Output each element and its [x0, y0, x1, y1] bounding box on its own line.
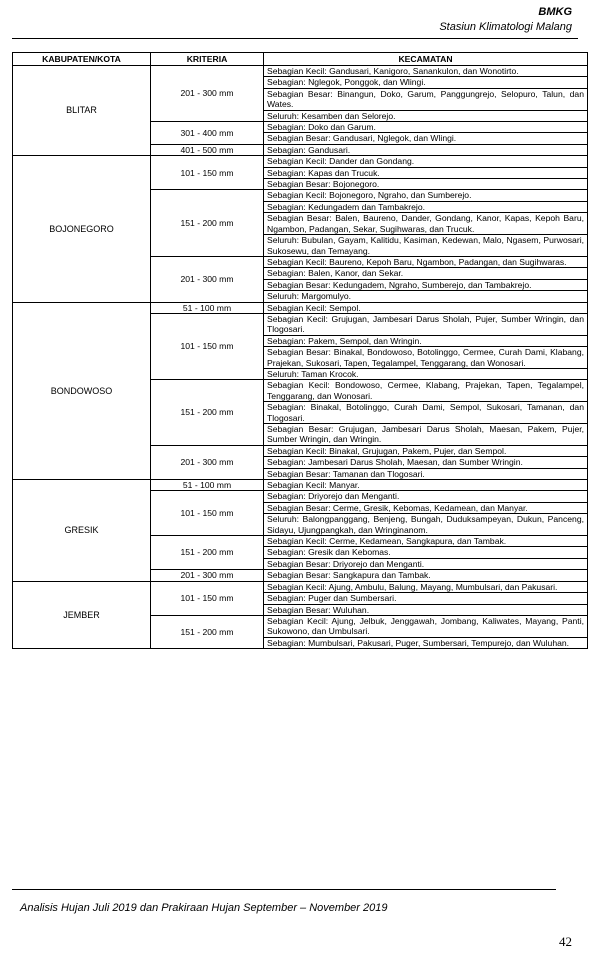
kecamatan-cell: Seluruh: Margomulyo. — [264, 291, 588, 302]
header-station: Stasiun Klimatologi Malang — [439, 21, 572, 33]
table-row — [13, 302, 588, 313]
kecamatan-cell: Sebagian Besar: Kedungadem, Ngraho, Sumberejo, dan Tambakrejo. — [264, 279, 588, 290]
kriteria-cell: 101 - 150 mm — [151, 313, 264, 379]
kriteria-cell: 151 - 200 mm — [151, 380, 264, 445]
column-header-kecamatan: KECAMATAN — [264, 53, 588, 66]
kabupaten-cell: JEMBER — [13, 581, 151, 648]
kecamatan-cell: Sebagian Kecil: Sempol. — [264, 302, 588, 313]
kecamatan-cell: Sebagian: Nglegok, Ponggok, dan Wlingi. — [264, 77, 588, 88]
kabupaten-cell: BONDOWOSO — [13, 302, 151, 480]
kecamatan-cell: Sebagian Besar: Binakal, Bondowoso, Botolinggo, Cermee, Curah Dami, Klabang, Prajekan, Sukosari, Tapen, Tegalampel, Tenggarang, dan Wonosari. — [264, 347, 588, 369]
kecamatan-cell: Sebagian Kecil: Baureno, Kepoh Baru, Ngambon, Padangan, dan Sugihwaras. — [264, 256, 588, 267]
kriteria-cell: 201 - 300 mm — [151, 256, 264, 302]
kecamatan-cell: Sebagian: Balen, Kanor, dan Sekar. — [264, 268, 588, 279]
kecamatan-cell: Sebagian: Doko dan Garum. — [264, 122, 588, 133]
kecamatan-cell: Sebagian Kecil: Grujugan, Jambesari Darus Sholah, Pujer, Sumber Wringin, dan Tlogosari. — [264, 313, 588, 335]
kabupaten-cell: BLITAR — [13, 66, 151, 156]
kriteria-cell: 401 - 500 mm — [151, 144, 264, 155]
kriteria-cell: 201 - 300 mm — [151, 66, 264, 122]
kabupaten-cell: BOJONEGORO — [13, 156, 151, 302]
kriteria-cell: 51 - 100 mm — [151, 302, 264, 313]
kecamatan-cell: Sebagian: Pakem, Sempol, dan Wringin. — [264, 335, 588, 346]
kecamatan-cell: Sebagian Besar: Balen, Baureno, Dander, Gondang, Kanor, Kapas, Kepoh Baru, Ngambon, Padangan, Sekar, Sugihwaras, dan Trucuk. — [264, 213, 588, 235]
kecamatan-cell: Sebagian: Gandusari. — [264, 144, 588, 155]
kecamatan-cell: Sebagian Besar: Gandusari, Nglegok, dan Wlingi. — [264, 133, 588, 144]
kabupaten-cell: GRESIK — [13, 480, 151, 582]
table-row — [13, 581, 588, 592]
header-divider — [12, 38, 578, 39]
kecamatan-cell: Sebagian Kecil: Bojonegoro, Ngraho, dan Sumberejo. — [264, 190, 588, 201]
kecamatan-cell: Sebagian: Mumbulsari, Pakusari, Puger, Sumbersari, Tempurejo, dan Wuluhan. — [264, 637, 588, 648]
kecamatan-cell: Sebagian Kecil: Gandusari, Kanigoro, Sanankulon, dan Wonotirto. — [264, 66, 588, 77]
kecamatan-cell: Seluruh: Balongpanggang, Benjeng, Bungah, Duduksampeyan, Dukun, Panceng, Sidayu, Ujungpangkah, dan Wringinanom. — [264, 514, 588, 536]
kecamatan-cell: Sebagian: Kedungadem dan Tambakrejo. — [264, 201, 588, 212]
kriteria-cell: 301 - 400 mm — [151, 122, 264, 145]
kecamatan-cell: Sebagian Kecil: Cerme, Kedamean, Sangkapura, dan Tambak. — [264, 536, 588, 547]
kecamatan-cell: Sebagian Kecil: Bondowoso, Cermee, Klabang, Prajekan, Tapen, Tegalampel, Tenggarang, dan Wonosari. — [264, 380, 588, 402]
table-header-row — [13, 53, 588, 66]
kecamatan-cell: Sebagian Besar: Bojonegoro. — [264, 179, 588, 190]
kecamatan-cell: Sebagian: Jambesari Darus Sholah, Maesan, dan Sumber Wringin. — [264, 457, 588, 468]
header-org: BMKG — [538, 6, 572, 18]
table-row — [13, 156, 588, 167]
table-row — [13, 66, 588, 77]
kecamatan-cell: Sebagian Kecil: Binakal, Grujugan, Pakem, Pujer, dan Sempol. — [264, 445, 588, 456]
kecamatan-cell: Sebagian Besar: Tamanan dan Tlogosari. — [264, 468, 588, 479]
kriteria-cell: 151 - 200 mm — [151, 615, 264, 648]
kecamatan-cell: Sebagian Kecil: Ajung, Ambulu, Balung, Mayang, Mumbulsari, dan Pakusari. — [264, 581, 588, 592]
kecamatan-cell: Sebagian Besar: Driyorejo dan Menganti. — [264, 558, 588, 569]
kecamatan-cell: Seluruh: Taman Krocok. — [264, 368, 588, 379]
kriteria-cell: 151 - 200 mm — [151, 190, 264, 256]
kriteria-cell: 101 - 150 mm — [151, 581, 264, 615]
kecamatan-cell: Sebagian Kecil: Ajung, Jelbuk, Jenggawah, Jombang, Kaliwates, Mayang, Panti, Sukowono, dan Umbulsari. — [264, 615, 588, 637]
kecamatan-cell: Sebagian: Binakal, Botolinggo, Curah Dami, Sempol, Sukosari, Tamanan, dan Tlogosari. — [264, 402, 588, 424]
kecamatan-cell: Sebagian: Puger dan Sumbersari. — [264, 593, 588, 604]
kecamatan-cell: Sebagian: Kapas dan Trucuk. — [264, 167, 588, 178]
kecamatan-cell: Sebagian Besar: Grujugan, Jambesari Darus Sholah, Maesan, Pakem, Pujer, Sumber Wringin, dan Wringin. — [264, 424, 588, 446]
kecamatan-cell: Sebagian Besar: Sangkapura dan Tambak. — [264, 570, 588, 581]
kriteria-cell: 201 - 300 mm — [151, 570, 264, 581]
kriteria-cell: 101 - 150 mm — [151, 156, 264, 190]
kecamatan-cell: Sebagian Kecil: Manyar. — [264, 480, 588, 491]
kriteria-cell: 201 - 300 mm — [151, 445, 264, 479]
kecamatan-cell: Seluruh: Kesamben dan Selorejo. — [264, 110, 588, 121]
kecamatan-cell: Sebagian Besar: Cerme, Gresik, Kebomas, Kedamean, dan Manyar. — [264, 502, 588, 513]
page-number: 42 — [559, 934, 572, 949]
kecamatan-cell: Sebagian Besar: Binangun, Doko, Garum, Panggungrejo, Selopuro, Talun, dan Wates. — [264, 88, 588, 110]
kriteria-cell: 151 - 200 mm — [151, 536, 264, 570]
column-header-kriteria: KRITERIA — [151, 53, 264, 66]
kriteria-cell: 51 - 100 mm — [151, 480, 264, 491]
kecamatan-cell: Seluruh: Bubulan, Gayam, Kalitidu, Kasiman, Kedewan, Malo, Ngasem, Purwosari, Sukosewu, dan Temayang. — [264, 235, 588, 257]
kecamatan-cell: Sebagian: Driyorejo dan Menganti. — [264, 491, 588, 502]
footer-text: Analisis Hujan Juli 2019 dan Prakiraan Hujan September – November 2019 — [20, 902, 388, 914]
kecamatan-cell: Sebagian: Gresik dan Kebomas. — [264, 547, 588, 558]
rainfall-table — [12, 52, 588, 649]
kriteria-cell: 101 - 150 mm — [151, 491, 264, 536]
table-row — [13, 480, 588, 491]
footer-divider — [12, 889, 556, 890]
table-body — [13, 66, 588, 649]
kecamatan-cell: Sebagian Besar: Wuluhan. — [264, 604, 588, 615]
column-header-kabupaten: KABUPATEN/KOTA — [13, 53, 151, 66]
kecamatan-cell: Sebagian Kecil: Dander dan Gondang. — [264, 156, 588, 167]
